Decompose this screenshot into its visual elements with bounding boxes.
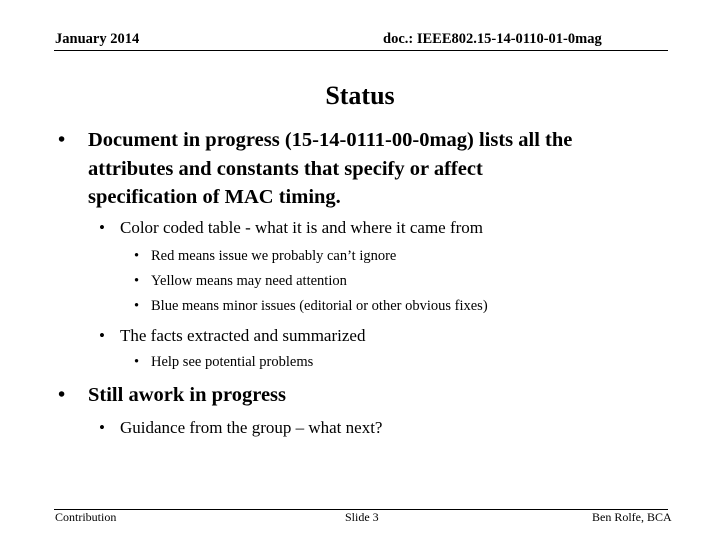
bullet-1-line-2: attributes and constants that specify or affect [88, 158, 483, 180]
bullet-1-1-1-glyph: • [134, 248, 140, 264]
bullet-2-1-glyph: • [99, 418, 105, 437]
footer-contribution: Contribution [55, 510, 117, 524]
header-date: January 2014 [55, 31, 140, 47]
bullet-1-glyph: • [58, 129, 66, 151]
bullet-1-2-glyph: • [99, 326, 105, 345]
bullet-1-1-text: Color coded table - what it is and where it came from [120, 218, 484, 237]
bullet-1-2-1-text: Help see potential problems [151, 354, 314, 370]
bullet-1-1-2-glyph: • [134, 273, 140, 289]
bullet-1-2-text: The facts extracted and summarized [120, 326, 366, 345]
header-document-id: doc.: IEEE802.15-14-0110-01-0mag [383, 31, 602, 47]
bullet-1-line-3: specification of MAC timing. [88, 186, 341, 208]
bullet-2-text: Still awork in progress [88, 384, 287, 406]
bullet-1-1-1-text: Red means issue we probably can’t ignore [151, 248, 397, 264]
header-rule [54, 50, 668, 51]
bullet-2-glyph: • [58, 384, 66, 406]
footer-author: Ben Rolfe, BCA [592, 510, 672, 524]
bullet-2-1-text: Guidance from the group – what next? [120, 418, 383, 437]
bullet-1-1-3-text: Blue means minor issues (editorial or other obvious fixes) [151, 298, 488, 314]
bullet-1-1-3-glyph: • [134, 298, 140, 314]
bullet-1-line-1: Document in progress (15-14-0111-00-0mag) lists all the [88, 129, 573, 151]
footer-slide-number: Slide 3 [345, 510, 379, 524]
bullet-1-1-glyph: • [99, 218, 105, 237]
slide-title: Status [325, 81, 395, 110]
bullet-1-1-2-text: Yellow means may need attention [151, 273, 347, 289]
bullet-1-2-1-glyph: • [134, 354, 140, 370]
